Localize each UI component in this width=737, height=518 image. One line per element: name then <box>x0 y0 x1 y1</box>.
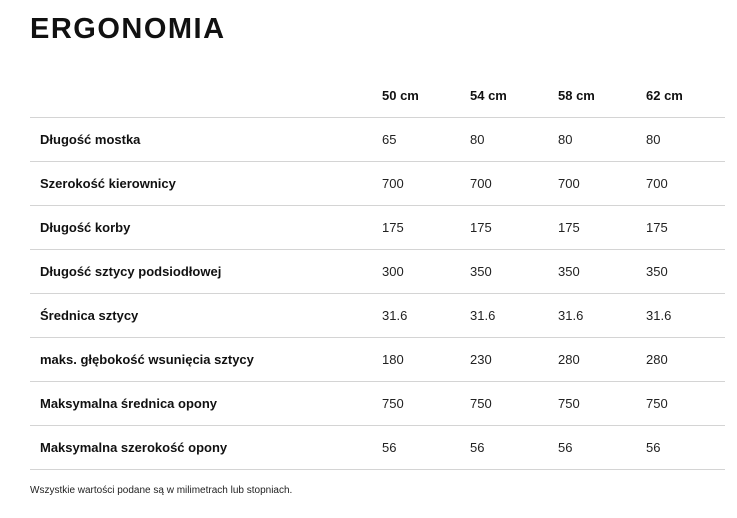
table-row <box>30 162 725 206</box>
table-cell: 31.6 <box>646 294 725 338</box>
row-label: Maksymalna średnica opony <box>30 382 382 426</box>
table-cell: 175 <box>382 206 470 250</box>
table-cell: 65 <box>382 118 470 162</box>
header-size-54: 54 cm <box>470 73 558 118</box>
table-cell: 750 <box>382 382 470 426</box>
units-footnote: Wszystkie wartości podane są w milimetrach lub stopniach. <box>30 485 293 496</box>
table-cell: 175 <box>646 206 725 250</box>
row-label: Długość korby <box>30 206 382 250</box>
table-cell: 300 <box>382 250 470 294</box>
table-cell: 350 <box>470 250 558 294</box>
table-cell: 31.6 <box>382 294 470 338</box>
table-cell: 56 <box>646 426 725 470</box>
table-cell: 750 <box>470 382 558 426</box>
table-cell: 80 <box>470 118 558 162</box>
table-cell: 350 <box>646 250 725 294</box>
table-cell: 80 <box>558 118 646 162</box>
row-label: Długość sztycy podsiodłowej <box>30 250 382 294</box>
table-cell: 700 <box>470 162 558 206</box>
table-cell: 31.6 <box>470 294 558 338</box>
header-cell-empty <box>30 73 382 118</box>
table-cell: 700 <box>646 162 725 206</box>
table-cell: 31.6 <box>558 294 646 338</box>
table-cell: 350 <box>558 250 646 294</box>
table-row <box>30 118 725 162</box>
table-row <box>30 382 725 426</box>
table-cell: 56 <box>558 426 646 470</box>
table-row <box>30 294 725 338</box>
table-cell: 700 <box>558 162 646 206</box>
table-row <box>30 250 725 294</box>
row-label: Średnica sztycy <box>30 294 382 338</box>
page-title: ERGONOMIA <box>30 13 226 45</box>
row-label: Szerokość kierownicy <box>30 162 382 206</box>
table-cell: 175 <box>558 206 646 250</box>
table-cell: 80 <box>646 118 725 162</box>
table-cell: 280 <box>558 338 646 382</box>
header-size-50: 50 cm <box>382 73 470 118</box>
row-label: Długość mostka <box>30 118 382 162</box>
table-header-row <box>30 73 725 118</box>
header-size-58: 58 cm <box>558 73 646 118</box>
table-cell: 230 <box>470 338 558 382</box>
table-cell: 56 <box>382 426 470 470</box>
table-cell: 180 <box>382 338 470 382</box>
table-row <box>30 338 725 382</box>
row-label: Maksymalna szerokość opony <box>30 426 382 470</box>
table-cell: 56 <box>470 426 558 470</box>
table-cell: 280 <box>646 338 725 382</box>
table-cell: 750 <box>558 382 646 426</box>
ergonomics-table <box>30 73 725 470</box>
table-cell: 175 <box>470 206 558 250</box>
table-row <box>30 206 725 250</box>
table-row <box>30 426 725 470</box>
table-cell: 750 <box>646 382 725 426</box>
row-label: maks. głębokość wsunięcia sztycy <box>30 338 382 382</box>
table-cell: 700 <box>382 162 470 206</box>
header-size-62: 62 cm <box>646 73 725 118</box>
